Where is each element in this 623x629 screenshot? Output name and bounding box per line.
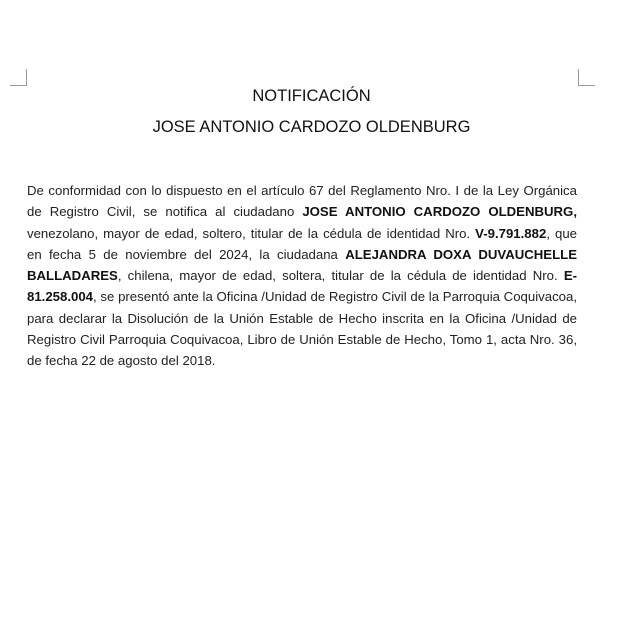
crop-mark-top-left xyxy=(10,69,27,86)
body-text-segment: , se presentó ante la Oficina /Unidad de Registro Civil de la Parroquia Coquivacoa, para declarar la Disolución de la Unión Estable de Hecho inscrita en la Oficina /Unidad de Registro Civil Parroquia Coquivacoa, Libro de Unión Estable de Hecho, Tomo 1, acta Nro. 36, de fecha 22 de agosto del 2018. xyxy=(27,289,577,369)
body-text-segment: venezolano, mayor de edad, soltero, titular de la cédula de identidad Nro. xyxy=(27,225,476,241)
crop-mark-top-right xyxy=(578,69,595,86)
body-text-segment: , chilena, mayor de edad, soltera, titular de la cédula de identidad Nro. xyxy=(117,268,564,284)
declarant-name: ALEJANDRA DOXA DUVAUCHELLE BALLADARES xyxy=(27,246,577,284)
document-subtitle-name: JOSE ANTONIO CARDOZO OLDENBURG xyxy=(152,118,471,136)
declarant-id-number: E-81.258.004 xyxy=(27,268,577,305)
document-title: NOTIFICACIÓN xyxy=(252,87,371,105)
body-text-segment: De conformidad con lo dispuesto en el artículo 67 del Reglamento Nro. I de la Ley Orgánica de Registro Civil, se notifica al ciudadano xyxy=(27,183,577,220)
notification-paragraph xyxy=(27,180,577,372)
citizen-id-number: V-9.791.882 xyxy=(475,225,547,241)
body-text-segment: , que en fecha 5 de noviembre del 2024, la ciudadana xyxy=(27,225,577,262)
citizen-name: JOSE ANTONIO CARDOZO OLDENBURG, xyxy=(302,204,577,220)
